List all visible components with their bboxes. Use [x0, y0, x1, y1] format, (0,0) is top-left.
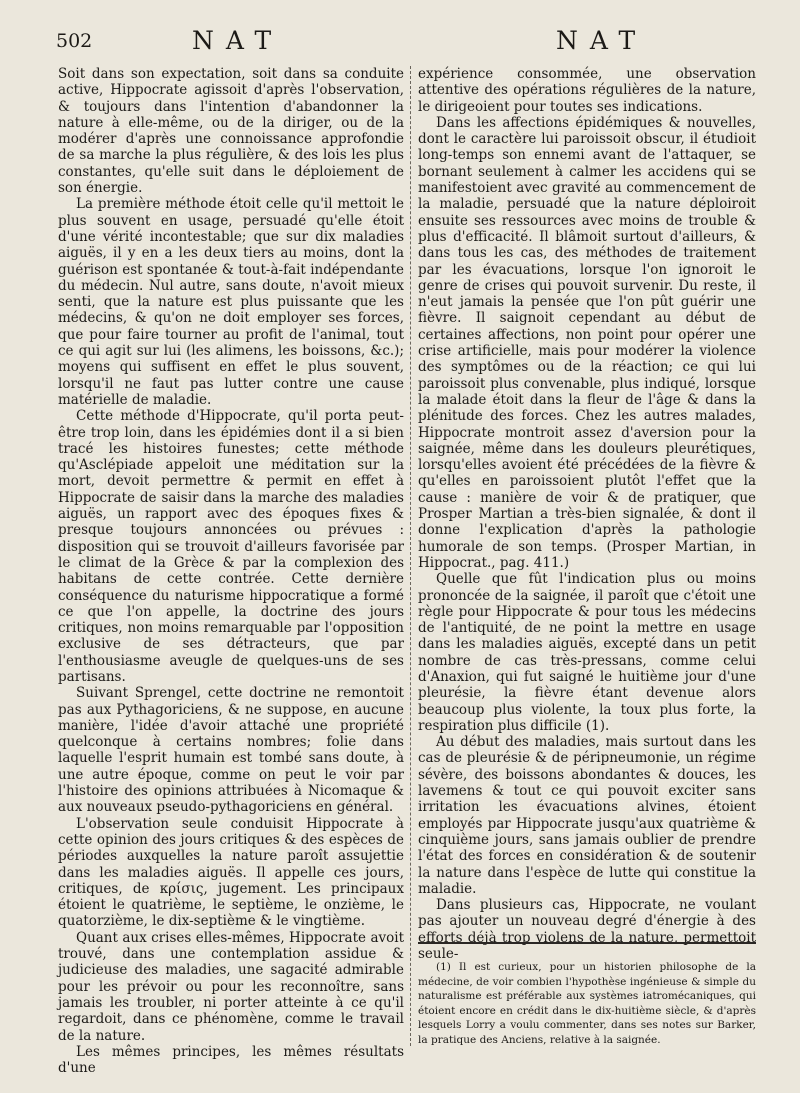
paragraph: Les mêmes principes, les mêmes résultats d'une	[58, 1043, 404, 1077]
right-column	[418, 66, 756, 962]
footnote-text: (1) Il est curieux, pour un historien philosophe de la médecine, de voir combien l'hypothèse ingénieuse & simple du naturalisme est préférable aux systèmes iatromécaniques, qui étoient encore en crédit dans le dix-huitième siècle, & d'après lesquels Lorry a voulu commenter, dans ses notes sur Barker, la pratique des Anciens, relative à la saignée.	[418, 961, 756, 1046]
paragraph: La première méthode étoit celle qu'il mettoit le plus souvent en usage, persuadé qu'elle étoit d'une vérité incontestable; que sur dix maladies aiguës, il y en a les deux tiers au moins, dont la guérison est spontanée & tout-à-fait indépendante du médecin. Nul autre, sans doute, n'avoit mieux senti, que la nature est plus puissante que les médecins, & qu'on ne doit employer ses forces, que pour faire tourner au profit de l'animal, tout ce qui agit sur lui (les alimens, les boissons, &c.); moyens qui suffisent en effet le plus souvent, lorsqu'il ne faut pas lutter contre une cause matérielle de maladie.	[58, 196, 404, 408]
paragraph: Soit dans son expectation, soit dans sa conduite active, Hippocrate agissoit d'après l'observation, & toujours dans l'intention d'abandonner la nature à elle-même, ou de la diriger, ou de la modérer d'après une connoissance approfondie de sa marche la plus régulière, & des lois les plus constantes, qu'elle suit dans le déploiement de son énergie.	[58, 66, 404, 197]
column-divider	[410, 66, 411, 1046]
paragraph: Dans plusieurs cas, Hippocrate, ne voulant pas ajouter un nouveau degré d'énergie à des efforts déjà trop violens de la nature, permettoit seule-	[418, 897, 756, 963]
paragraph: Quelle que fût l'indication plus ou moins prononcée de la saignée, il paroît que c'étoit une règle pour Hippocrate & pour tous les médecins de l'antiquité, de ne point la mettre en usage dans les maladies aiguës, excepté dans un petit nombre de cas très-pressans, comme celui d'Anaxion, qui fut saigné le huitième jour d'une pleurésie, la fièvre étant devenue alors beaucoup plus violente, la toux plus forte, la respiration plus difficile (1).	[418, 571, 756, 734]
running-head-left: NAT	[192, 26, 284, 55]
paragraph: Cette méthode d'Hippocrate, qu'il porta peut-être trop loin, dans les épidémies dont il a si bien tracé les histoires funestes; cette méthode qu'Asclépiade appeloit une méditation sur la mort, devoit permettre & permit en effet à Hippocrate de saisir dans la marche des maladies aiguës, un rapport avec des époques fixes & presque toujours annoncées ou prévues : disposition qui se trouvoit d'ailleurs favorisée par le climat de la Grèce & par la complexion des habitans de cette contrée. Cette dernière conséquence du naturisme hippocratique a formé ce que l'on appelle, la doctrine des jours critiques, non moins remarquable par l'opposition exclusive de ses détracteurs, que par l'enthousiasme aveugle de quelques-uns de ses partisans.	[58, 408, 404, 685]
running-head-right: NAT	[556, 26, 648, 55]
paragraph: expérience consommée, une observation attentive des opérations régulières de la nature, le dirigeoient pour toutes ses indications.	[418, 66, 756, 115]
footnote	[418, 960, 756, 1047]
paragraph: Dans les affections épidémiques & nouvelles, dont le caractère lui paroissoit obscur, il étudioit long-temps son ennemi avant de l'attaquer, se bornant seulement à calmer les accidens qui se manifestoient avec gravité au commencement de la maladie, persuadé que la nature déploiroit ensuite ses ressources avec moins de trouble & plus d'efficacité. Il blâmoit surtout d'ailleurs, & dans tous les cas, des méthodes de traitement par les évacuations, lorsque l'on ignoroit le genre de crises qui pouvoit survenir. Du reste, il n'eut jamais la pensée que l'on pût guérir une fièvre. Il saignoit cependant au début de certaines affections, non point pour opérer une crise artificielle, mais pour modérer la violence des symptômes ou de la réaction; ce qui lui paroissoit plus convenable, plus indiqué, lorsque la malade étoit dans la fleur de l'âge & dans la plénitude des forces. Chez les autres malades, Hippocrate montroit assez d'aversion pour la saignée, même dans les douleurs pleurétiques, lorsqu'elles avoient été précédées de la fièvre & qu'elles en paroissoient plutôt l'effet que la cause : manière de voir & de pratiquer, que Prosper Martian a très-bien signalée, & dont il donne l'explication d'après la pathologie humorale de son temps. (Prosper Martian, in Hippocrat., pag. 411.)	[418, 114, 756, 571]
paragraph: Suivant Sprengel, cette doctrine ne remontoit pas aux Pythagoriciens, & ne suppose, en aucune manière, l'idée d'avoir attaché une propriété quelconque à certains nombres; folie dans laquelle l'esprit humain est tombé sans doute, à une autre époque, comme on peut le voir par l'histoire des opinions attribuées à Nicomaque & aux nouveaux pseudo-pythagoriciens en général.	[58, 685, 404, 816]
page-header	[0, 26, 800, 60]
page-number: 502	[56, 30, 93, 52]
paragraph: Au début des maladies, mais surtout dans les cas de pleurésie & de péripneumonie, un régime sévère, des boissons abondantes & douces, les lavemens & tout ce qui pouvoit exciter sans irritation les évacuations alvines, étoient employés par Hippocrate jusqu'aux quatrième & cinquième jours, sans jamais oublier de prendre l'état des forces en considération & de soutenir la nature dans l'espèce de lutte qui constitue la maladie.	[418, 734, 756, 897]
paragraph: L'observation seule conduisit Hippocrate à cette opinion des jours critiques & des espèces de périodes auxquelles la nature paroît assujettie dans les maladies aiguës. Il appelle ces jours, critiques, de κρίσις, jugement. Les principaux étoient le quatrième, le septième, le onzième, le quatorzième, le dix-septième & le vingtième.	[58, 815, 404, 930]
footnote-rule	[418, 942, 756, 944]
left-column	[58, 66, 404, 1076]
paragraph: Quant aux crises elles-mêmes, Hippocrate avoit trouvé, dans une contemplation assidue & judicieuse des maladies, une sagacité admirable pour les prévoir ou pour les reconnoître, sans jamais les troubler, ni porter atteinte à ce qu'il regardoit, dans ce phénomène, comme le travail de la nature.	[58, 929, 404, 1044]
